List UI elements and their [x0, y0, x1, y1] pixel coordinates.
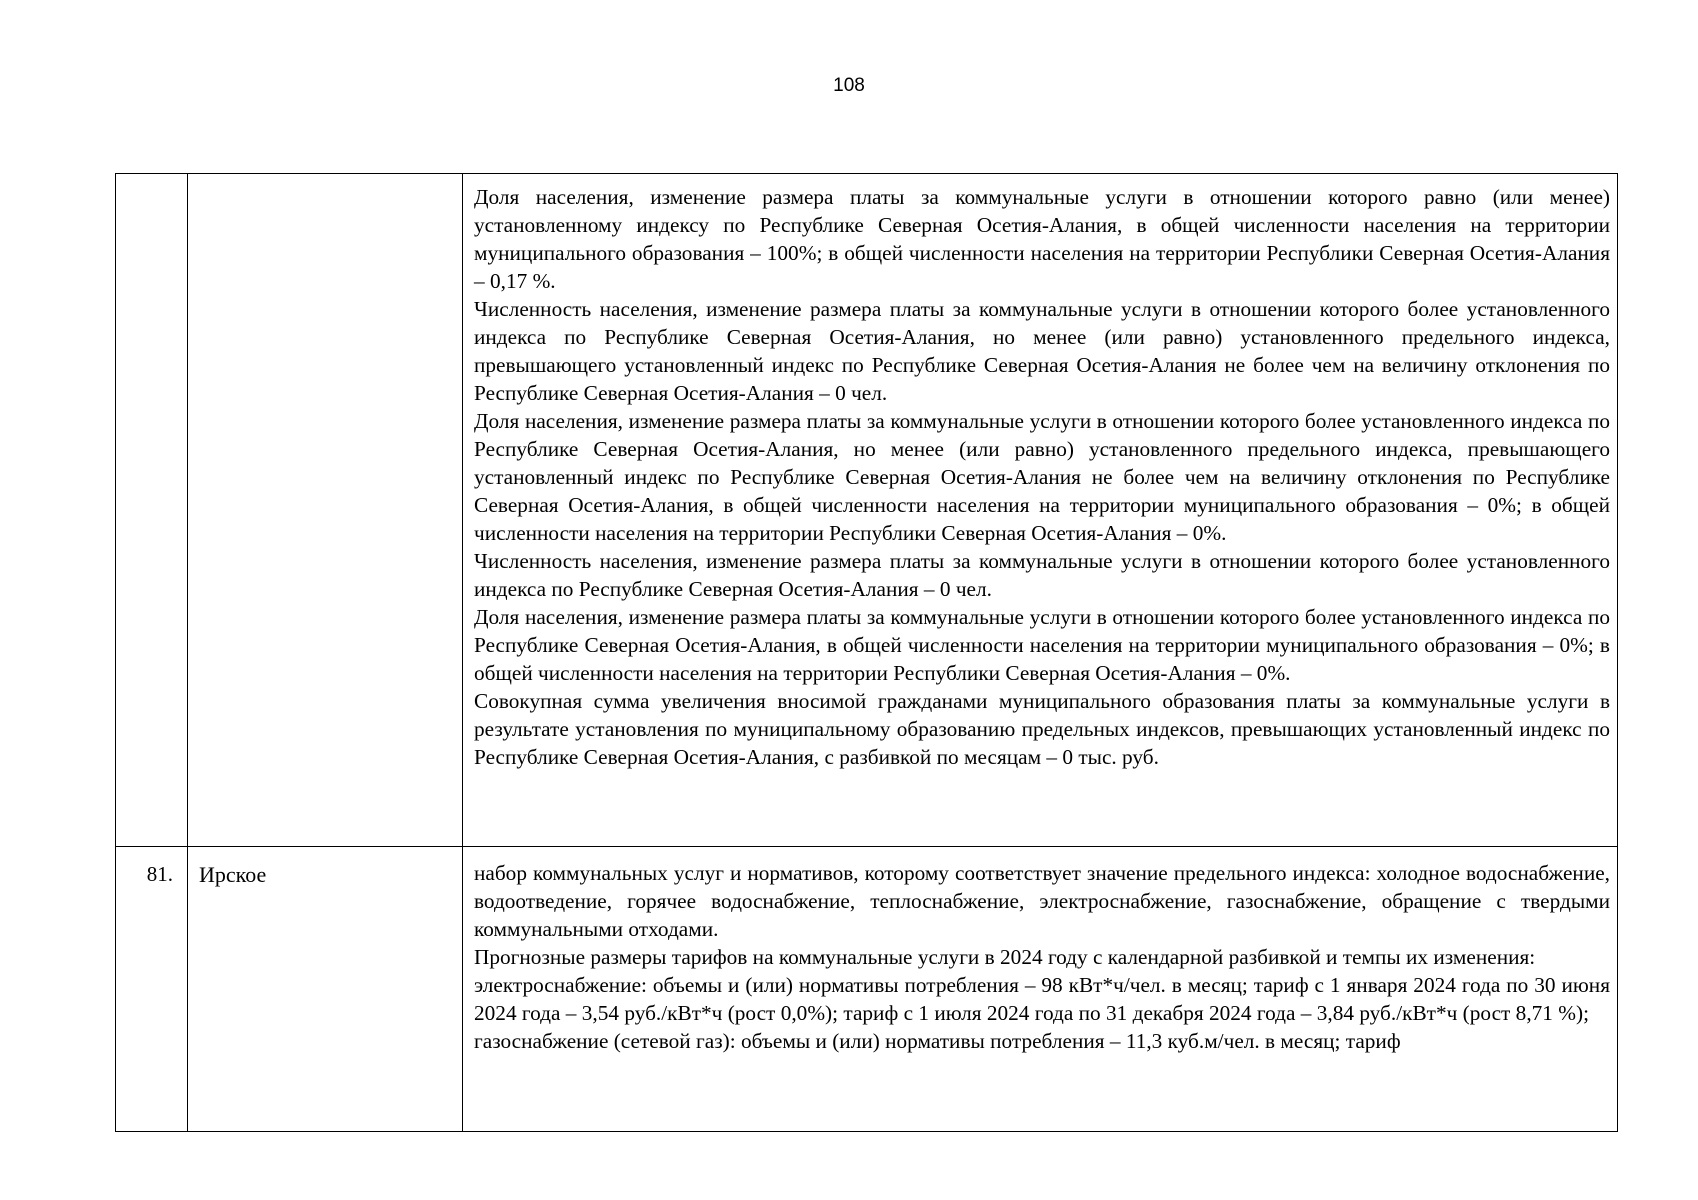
municipal-indices-table [115, 173, 1618, 1132]
table-row [116, 174, 1618, 847]
indicator-paragraph: Доля населения, изменение размера платы за коммунальные услуги в отношении которого равно (или менее) установленному индексу по Республике Северная Осетия-Алания, в общей численности населения на территории муниципального образования – 100%; в общей численности населения на территории Республики Северная Осетия-Алания – 0,17 %. [474, 185, 1610, 293]
indicator-paragraph: Численность населения, изменение размера платы за коммунальные услуги в отношении которого более установленного индекса по Республике Северная Осетия-Алания, но менее (или равно) установленного предельного индекса, превышающего установленный индекс по Республике Северная Осетия-Алания не более чем на величину отклонения по Республике Северная Осетия-Алания – 0 чел. [474, 297, 1610, 405]
tariff-paragraph: Прогнозные размеры тарифов на коммунальные услуги в 2024 году с календарной разбивкой и темпы их изменения: [474, 945, 1536, 969]
tariff-paragraph: набор коммунальных услуг и нормативов, которому соответствует значение предельного индекса: холодное водоснабжение, водоотведение, горячее водоснабжение, теплоснабжение, электроснабжение, газоснабжение, обращение с твердыми коммунальными отходами. [474, 861, 1610, 941]
indicator-paragraph: Численность населения, изменение размера платы за коммунальные услуги в отношении которого более установленного индекса по Республике Северная Осетия-Алания – 0 чел. [474, 549, 1610, 601]
row-number-cell: 81. [116, 847, 188, 1132]
tariff-text-cell [463, 847, 1618, 1132]
indicator-text-cell [463, 174, 1618, 847]
page-number: 108 [833, 75, 865, 96]
municipality-name-cell [188, 174, 463, 847]
tariff-paragraph: газоснабжение (сетевой газ): объемы и (или) нормативы потребления – 11,3 куб.м/чел. в месяц; тариф [474, 1029, 1401, 1053]
indicator-paragraph: Доля населения, изменение размера платы за коммунальные услуги в отношении которого более установленного индекса по Республике Северная Осетия-Алания, но менее (или равно) установленного предельного индекса, превышающего установленный индекс по Республике Северная Осетия-Алания не более чем на величину отклонения по Республике Северная Осетия-Алания, в общей численности населения на территории муниципального образования – 0%; в общей численности населения на территории Республики Северная Осетия-Алания – 0%. [474, 409, 1610, 545]
row-number-cell [116, 174, 188, 847]
table-row [116, 847, 1618, 1132]
municipality-name-cell: Ирское [188, 847, 463, 1132]
indicator-paragraph: Совокупная сумма увеличения вносимой гражданами муниципального образования платы за коммунальные услуги в результате установления по муниципальному образованию предельных индексов, превышающих установленный индекс по Республике Северная Осетия-Алания, с разбивкой по месяцам – 0 тыс. руб. [474, 689, 1610, 769]
tariff-paragraph: электроснабжение: объемы и (или) нормативы потребления – 98 кВт*ч/чел. в месяц; тариф с 1 января 2024 года по 30 июня 2024 года – 3,54 руб./кВт*ч (рост 0,0%); тариф с 1 июля 2024 года по 31 декабря 2024 года – 3,84 руб./кВт*ч (рост 8,71 %); [474, 973, 1610, 1025]
indicator-paragraph: Доля населения, изменение размера платы за коммунальные услуги в отношении которого более установленного индекса по Республике Северная Осетия-Алания, в общей численности населения на территории муниципального образования – 0%; в общей численности населения на территории Республики Северная Осетия-Алания – 0%. [474, 605, 1610, 685]
